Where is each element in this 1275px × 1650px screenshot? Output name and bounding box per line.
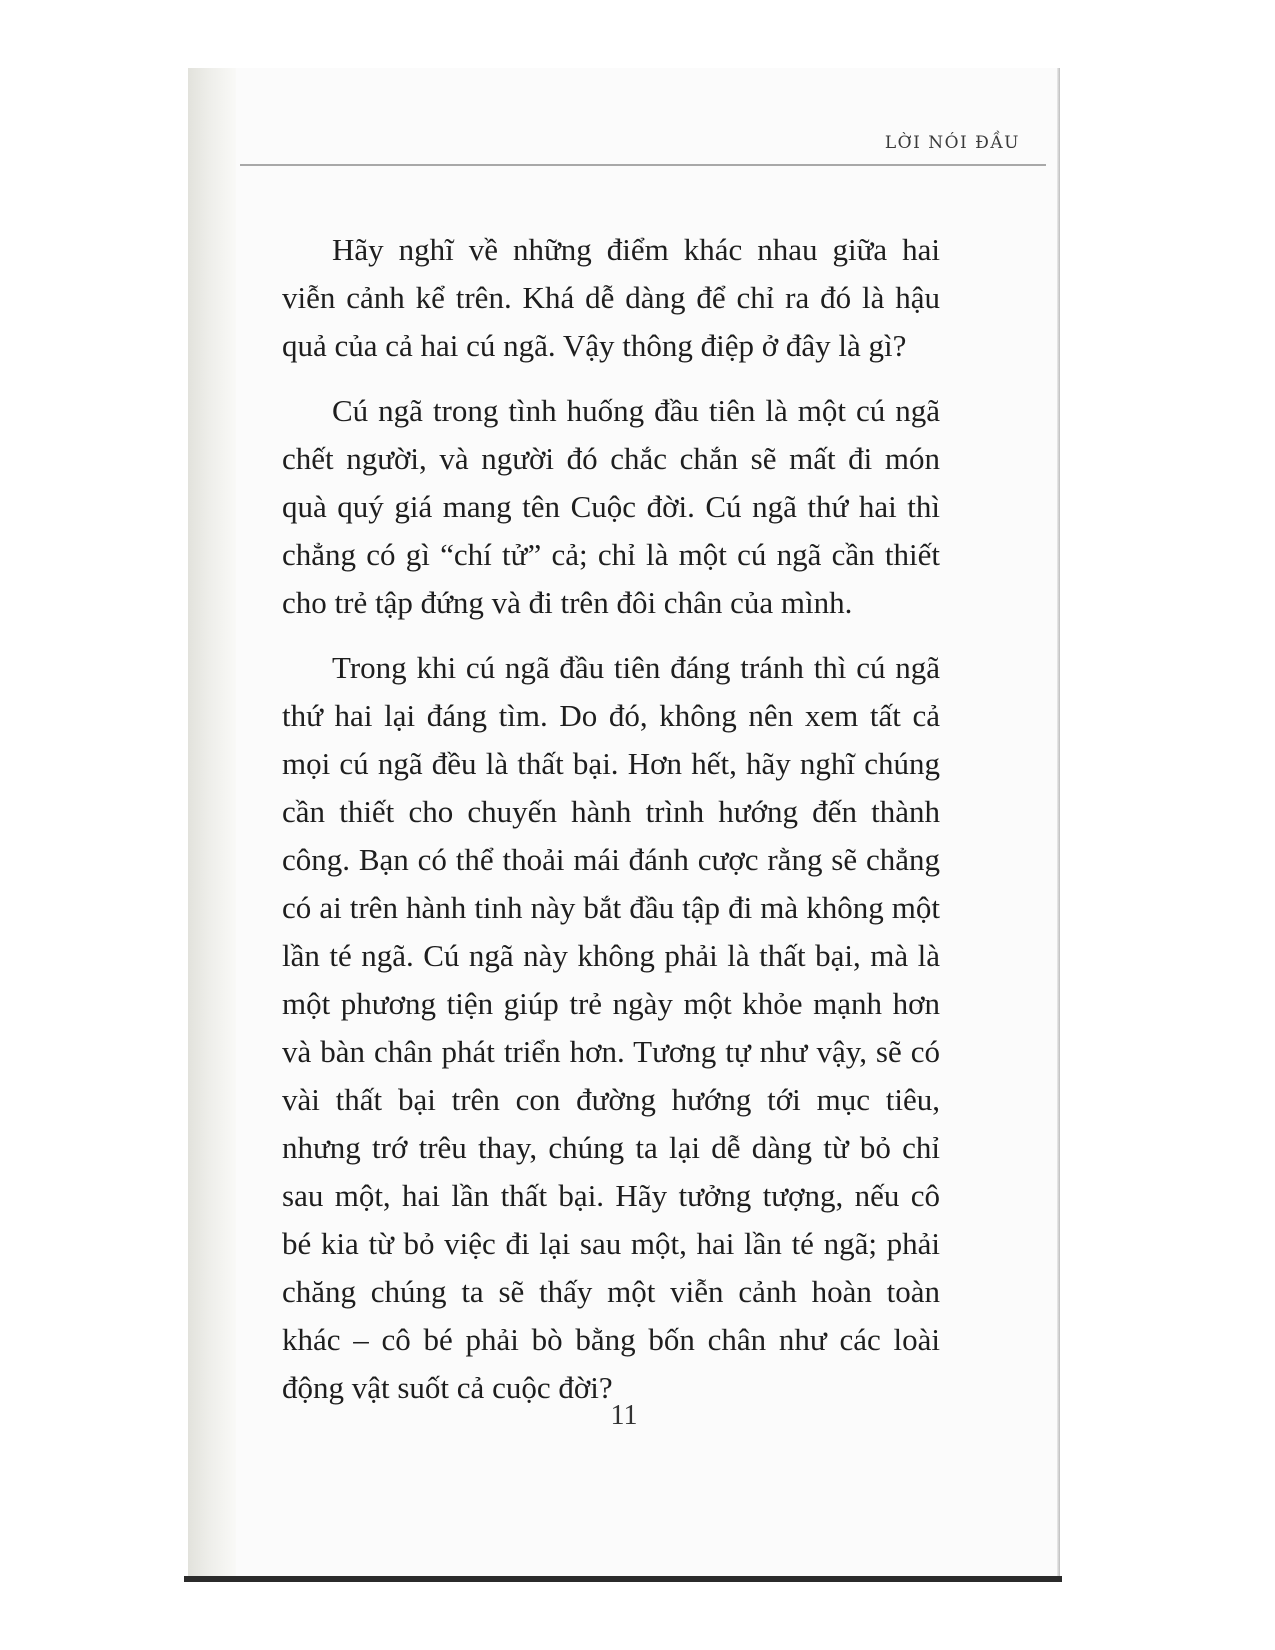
paragraph-2: Cú ngã trong tình huống đầu tiên là một cú ngã chết người, và người đó chắc chắn sẽ mất đi món quà quý giá mang tên Cuộc đời. Cú ngã thứ hai thì chẳng có gì “chí tử” cả; chỉ là một cú ngã cần thiết cho trẻ tập đứng và đi trên đôi chân của mình. [282,393,940,620]
page-edge [1057,68,1060,1576]
header-rule [240,164,1046,166]
paragraph-3: Trong khi cú ngã đầu tiên đáng tránh thì cú ngã thứ hai lại đáng tìm. Do đó, không nên xem tất cả mọi cú ngã đều là thất bại. Hơn hết, hãy nghĩ chúng cần thiết cho chuyến hành trình hướng đến thành công. Bạn có thể thoải mái đánh cược rằng sẽ chẳng có ai trên hành tinh này bắt đầu tập đi mà không một lần té ngã. Cú ngã này không phải là thất bại, mà là một phương tiện giúp trẻ ngày một khỏe mạnh hơn và bàn chân phát triển hơn. Tương tự như vậy, sẽ có vài thất bại trên con đường hướng tới mục tiêu, nhưng trớ trêu thay, chúng ta lại dễ dàng từ bỏ chỉ sau một, hai lần thất bại. Hãy tưởng tượng, nếu cô bé kia từ bỏ việc đi lại sau một, hai lần té ngã; phải chăng chúng ta sẽ thấy một viễn cảnh hoàn toàn khác – cô bé phải bò bằng bốn chân như các loài động vật suốt cả cuộc đời? [282,650,940,1405]
page-number: 11 [610,1400,638,1431]
spine-shadow [188,68,236,1576]
running-header: LỜI NÓI ĐẦU [884,133,1020,153]
paragraph-1: Hãy nghĩ về những điểm khác nhau giữa hai viễn cảnh kể trên. Khá dễ dàng để chỉ ra đó là hậu quả của cả hai cú ngã. Vậy thông điệp ở đây là gì? [282,232,940,363]
page-bottom-edge [184,1576,1062,1582]
book-page [188,68,1060,1576]
body-text [282,226,940,1429]
